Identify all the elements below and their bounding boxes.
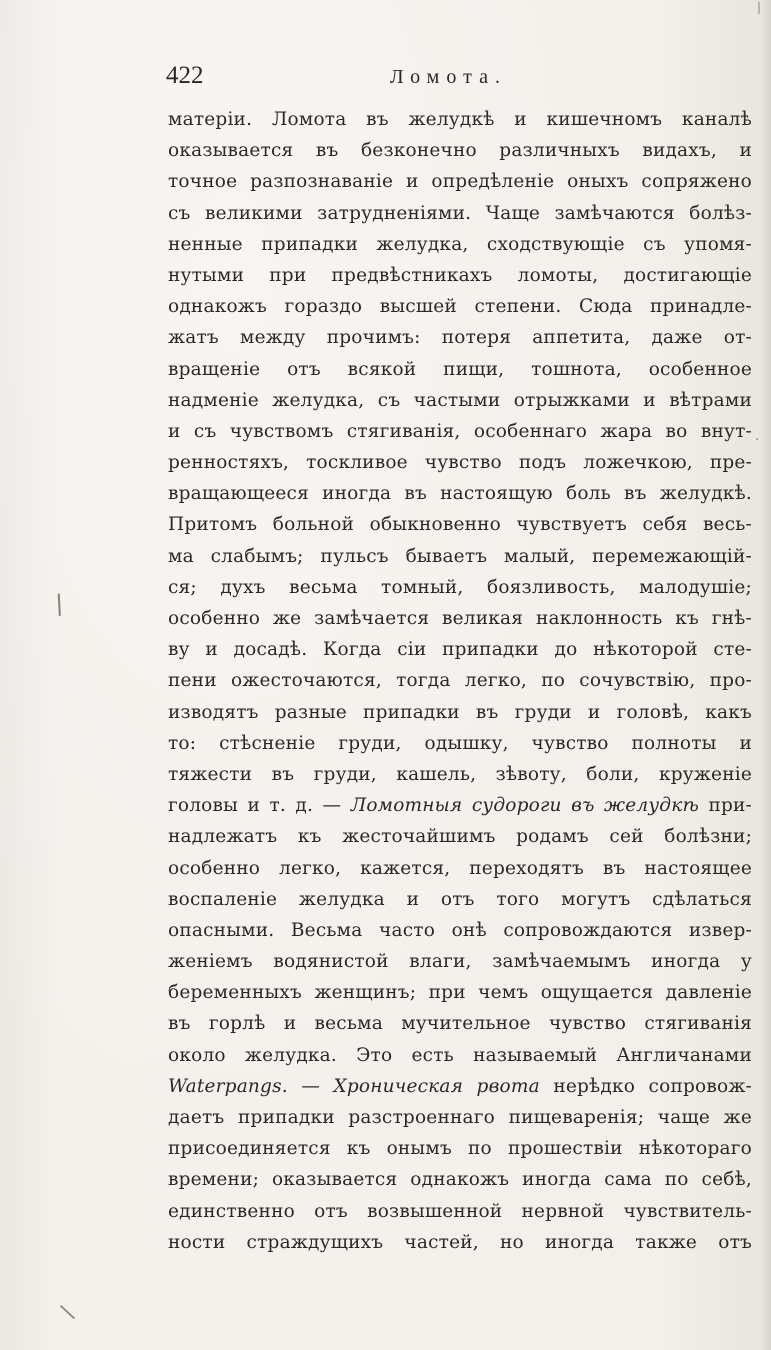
- text-line: пени ожесточаются, тогда легко, по сочувствію, про-: [168, 670, 752, 692]
- running-title: Ломота.: [390, 66, 507, 88]
- text-line: единственно отъ возвышенной нервной чувствитель-: [168, 1200, 752, 1222]
- page-number: 422: [166, 62, 204, 89]
- margin-tick-mark: |: [757, 0, 762, 14]
- text-line: матеріи. Ломота въ желудкѣ и кишечномъ каналѣ: [168, 109, 752, 130]
- text-line: ву и досадѣ. Когда сіи припадки до нѣкоторой сте-: [168, 639, 752, 661]
- text-line: то: стѣсненіе груди, одышку, чувство полноты и: [168, 732, 752, 754]
- text-line: однакожъ гораздо высшей степени. Сюда принадле-: [168, 296, 752, 318]
- text-line: точное разпознаваніе и опредѣленіе оныхъ сопряжено: [168, 171, 752, 193]
- margin-pencil-mark: ∕: [50, 589, 69, 621]
- text-line: беременныхъ женщинъ; при чемъ ощущается давленіе: [168, 982, 752, 1004]
- italic-phrase: Waterpangs.: [168, 1075, 288, 1097]
- text-line: тяжести въ груди, кашель, зѣвоту, боли, круженіе: [168, 763, 752, 785]
- page-edge-shadow: [761, 0, 771, 1350]
- text-line: изводятъ разные припадки въ груди и головѣ, какъ: [168, 701, 752, 723]
- body-text: [168, 104, 752, 1258]
- text-line: около желудка. Это есть называемый Англичанами: [168, 1044, 752, 1066]
- text-line: даетъ припадки разстроеннаго пищеваренія; чаще же: [168, 1107, 752, 1128]
- text-line: въ горлѣ и весьма мучительное чувство стягиванія: [168, 1013, 752, 1035]
- text-line: нутыми при предвѣстникахъ ломоты, достигающіе: [168, 264, 752, 286]
- text-line: воспаленіе желудка и отъ того могутъ сдѣлаться: [168, 888, 752, 910]
- text-line: Притомъ больной обыкновенно чувствуетъ себя весь-: [168, 514, 752, 536]
- text-line: и съ чувствомъ стягиванія, особеннаго жара во внут-: [168, 420, 752, 442]
- text-line: женіемъ водянистой влаги, замѣчаемымъ иногда у: [168, 951, 752, 973]
- text-line: опасными. Весьма часто онѣ сопровождаются извер-: [168, 919, 752, 941]
- text-line: ности страждущихъ частей, но иногда также отъ: [168, 1231, 752, 1253]
- italic-phrase: Хроническая рвота: [333, 1075, 540, 1097]
- text-line: жатъ между прочимъ: потеря аппетита, даже от-: [168, 327, 752, 349]
- margin-tick-mark: ·: [755, 432, 760, 448]
- text-line: съ великими затрудненіями. Чаще замѣчаются болѣз-: [168, 202, 752, 224]
- italic-phrase: Ломотныя судороги въ желудкѣ: [350, 795, 699, 817]
- text-line: ренностяхъ, тоскливое чувство подъ ложечкою, пре-: [168, 452, 752, 474]
- page-header: [166, 62, 566, 102]
- text-line: ма слабымъ; пульсъ бываетъ малый, перемежающій-: [168, 545, 752, 567]
- text-line: времени; оказывается однакожъ иногда сама по себѣ,: [168, 1169, 752, 1191]
- margin-pencil-mark: \: [58, 1299, 78, 1326]
- text-line: особенно же замѣчается великая наклонность къ гнѣ-: [168, 608, 752, 629]
- text-line: головы и т. д. — Ломотныя судороги въ желудкѣ при-: [168, 795, 752, 817]
- text-line: присоединяется къ онымъ по прошествіи нѣкотораго: [168, 1138, 752, 1160]
- text-line: вращеніе отъ всякой пищи, тошнота, особенное: [168, 358, 752, 380]
- text-line: оказывается въ безконечно различныхъ видахъ, и: [168, 140, 752, 162]
- text-line: ся; духъ весьма томный, боязливость, малодушіе;: [168, 576, 752, 598]
- text-line: Waterpangs. — Хроническая рвота нерѣдко сопровож-: [168, 1075, 752, 1097]
- text-line: особенно легко, кажется, переходятъ въ настоящее: [168, 857, 752, 879]
- text-line: вращающееся иногда въ настоящую боль въ желудкѣ.: [168, 483, 752, 505]
- text-line: надлежатъ къ жесточайшимъ родамъ сей болѣзни;: [168, 826, 752, 848]
- text-line: надменіе желудка, съ частыми отрыжками и вѣтрами: [168, 389, 752, 411]
- text-line: ненные припадки желудка, сходствующіе съ упомя-: [168, 233, 752, 255]
